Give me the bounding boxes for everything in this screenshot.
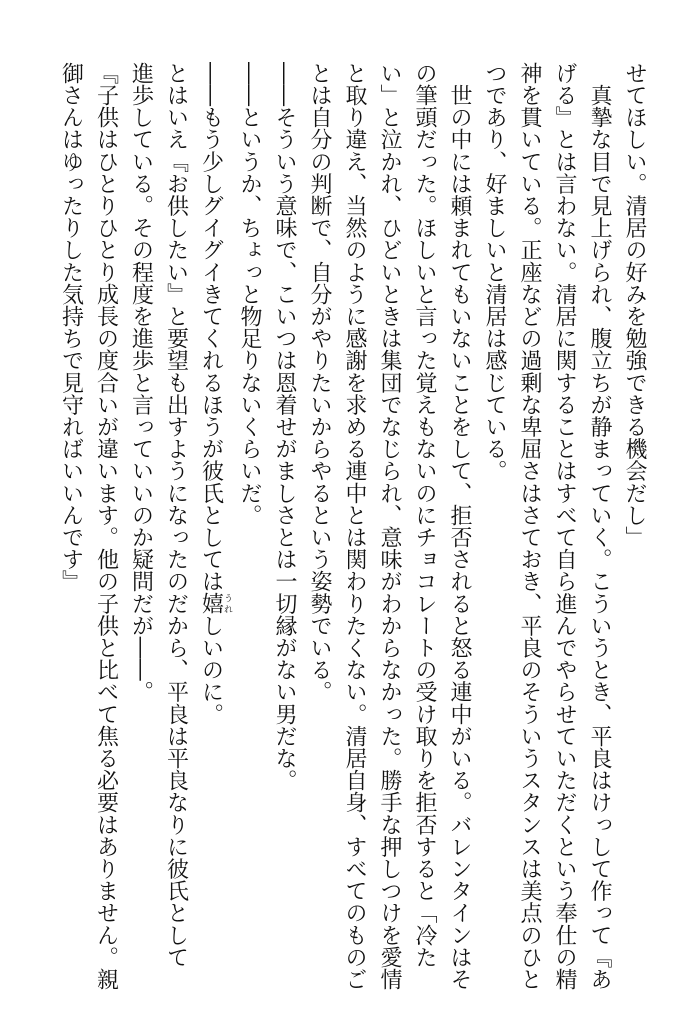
- text-line-7: の筆頭だった。ほしいと言った覚えもないのにチョコレートの受け取りを拒否すると「冷た: [412, 62, 437, 969]
- ruby-word: [198, 592, 232, 615]
- text-line-10: とは自分の判断で、自分がやりたいからやるという姿勢でいる。: [307, 62, 332, 703]
- text-line-6: 世の中には頼まれてもいないことをして、拒否されると怒る連中がいる。バレンタインはそ: [447, 62, 472, 991]
- text-line-17: 御さんはゆったりした気持ちで見守ればいいんです』: [58, 62, 84, 593]
- text-line-5: つであり、好ましいと清居は感じている。: [482, 62, 507, 482]
- text-line-1: せてほしい。清居の好みを勉強できる機会だし」: [622, 62, 647, 549]
- text-line-16: 『子供はひとりひとり成長の度合いが違います。他の子供と比べて焦る必要はありません。親: [93, 62, 119, 991]
- text-line-13-head: ――もう少しグイグイきてくれるほうが彼氏としては: [198, 62, 224, 593]
- text-line-15: 進歩している。その程度を進歩と言っていいのか疑問だが――。: [128, 62, 154, 703]
- text-line-12: ――というか、ちょっと物足りないくらいだ。: [237, 62, 262, 527]
- text-line-8: い」と泣かれ、ひどいときは集団でなじられ、意味がわからなかった。勝手な押しつけを愛情: [377, 62, 402, 991]
- text-line-11: ――そういう意味で、こいつは恩着せがましさとは一切縁がない男だな。: [272, 62, 297, 792]
- ruby-reading: うれ: [222, 592, 232, 615]
- text-line-9: と取り違え、当然のように感謝を求める連中とは関わりたくない。清居自身、すべてのものご: [342, 62, 367, 991]
- text-line-13: [194, 62, 233, 967]
- vertical-text-body: [42, 62, 652, 991]
- text-line-3: げる』とは言わない。清居に関することはすべて自ら進んでやらせていただくという奉仕の精: [552, 62, 577, 991]
- ruby-base-char: 嬉: [198, 592, 224, 615]
- text-line-2: 真摯な目で見上げられ、腹立ちが静まっていく。こういうとき、平良はけっして作って『あ: [587, 62, 612, 991]
- text-line-14: とはいえ『お供したい』と要望も出すようになったのだから、平良は平良なりに彼氏として: [163, 62, 189, 969]
- text-line-4: 神を貫いている。正座などの過剰な卑屈さはさておき、平良のそういうスタンスは美点のひと: [517, 62, 542, 991]
- text-line-13-tail: しいのに。: [198, 614, 224, 726]
